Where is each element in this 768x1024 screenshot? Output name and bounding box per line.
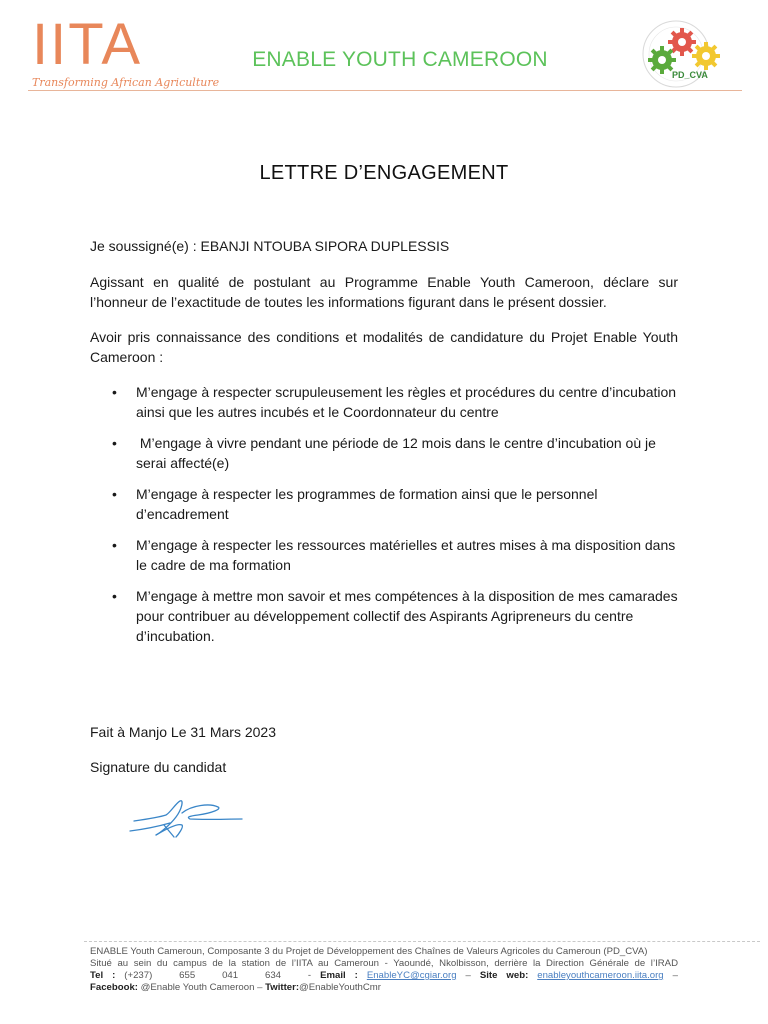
list-item xyxy=(90,433,678,473)
list-item xyxy=(90,535,678,575)
footer-organization: ENABLE Youth Cameroun, Composante 3 du Projet de Développement des Chaînes de Valeurs Agricoles du Cameroun (PD_CVA) xyxy=(90,946,648,957)
footer-separator: – xyxy=(672,970,678,981)
bullet-icon: • xyxy=(112,384,117,400)
iita-logo-letters: IITA xyxy=(32,12,143,77)
header-title: ENABLE YOUTH CAMEROON xyxy=(252,48,548,71)
bullet-icon: • xyxy=(112,588,117,604)
footer-twitter-label: Twitter: xyxy=(265,982,300,993)
footer-site-label: Site web: xyxy=(479,970,529,981)
list-item-text: M’engage à respecter scrupuleusement les règles et procédures du centre d’incubation ainsi que les autres incubés et le Coordonnateur du centre xyxy=(136,384,677,420)
footer-tel-value: (+237) 655 041 634 - xyxy=(124,970,312,981)
list-item-text: M’engage à respecter les ressources matérielles et autres mises à ma disposition dans le cadre de ma formation xyxy=(136,537,676,573)
footer-separator: – xyxy=(465,970,471,981)
header-divider xyxy=(28,90,742,91)
page-header xyxy=(0,0,768,100)
bullet-icon: • xyxy=(112,435,117,451)
footer-divider xyxy=(84,941,760,942)
document-title: LETTRE D’ENGAGEMENT xyxy=(259,162,509,184)
conditions-paragraph: Avoir pris connaissance des conditions et modalités de candidature du Projet Enable Youth Cameroon : xyxy=(90,329,678,365)
list-item-text: M’engage à respecter les programmes de formation ainsi que le personnel d’encadrement xyxy=(136,486,598,522)
list-item-text: M’engage à vivre pendant une période de 12 mois dans le centre d’incubation où je serai affecté(e) xyxy=(136,435,660,471)
bullet-icon: • xyxy=(112,537,117,553)
list-item xyxy=(90,484,678,524)
list-item-text: M’engage à mettre mon savoir et mes compétences à la disposition de mes camarades pour contribuer au développement collectif des Aspirants Agripreneurs du centre d’incubation. xyxy=(136,588,678,644)
list-item xyxy=(90,586,678,646)
declarant-line: Je soussigné(e) : EBANJI NTOUBA SIPORA DUPLESSIS xyxy=(90,238,450,254)
pdcva-logo-text: PD_CVA xyxy=(672,70,708,80)
list-item xyxy=(90,382,678,422)
place-and-date: Fait à Manjo Le 31 Mars 2023 xyxy=(90,724,276,740)
footer-site-link[interactable]: enableyouthcameroon.iita.org xyxy=(537,970,664,981)
footer-contacts xyxy=(90,970,678,982)
pdcva-logo xyxy=(634,14,734,88)
footer-facebook-label: Facebook: xyxy=(90,982,138,993)
declaration-paragraph: Agissant en qualité de postulant au Programme Enable Youth Cameroon, déclare sur l’honneur de l’exactitude de toutes les informations figurant dans le présent dossier. xyxy=(90,274,678,310)
candidate-signature xyxy=(126,795,251,845)
page-footer xyxy=(90,946,678,994)
footer-email-label: Email : xyxy=(320,970,358,981)
signature-label: Signature du candidat xyxy=(90,759,227,775)
footer-facebook-value: @Enable Youth Cameroon – xyxy=(140,982,263,993)
bullet-icon: • xyxy=(112,486,117,502)
footer-email-link[interactable]: EnableYC@cgiar.org xyxy=(366,970,457,981)
footer-twitter-value: @EnableYouthCmr xyxy=(299,982,381,993)
footer-tel-label: Tel : xyxy=(90,970,116,981)
iita-logo-tagline: Transforming African Agriculture xyxy=(32,76,220,89)
commitments-list xyxy=(90,382,678,657)
footer-address: Situé au sein du campus de la station de l’IITA au Cameroun - Yaoundé, Nkolbisson, derrière la Direction Générale de l’IRAD xyxy=(90,958,678,969)
footer-social xyxy=(90,982,678,994)
